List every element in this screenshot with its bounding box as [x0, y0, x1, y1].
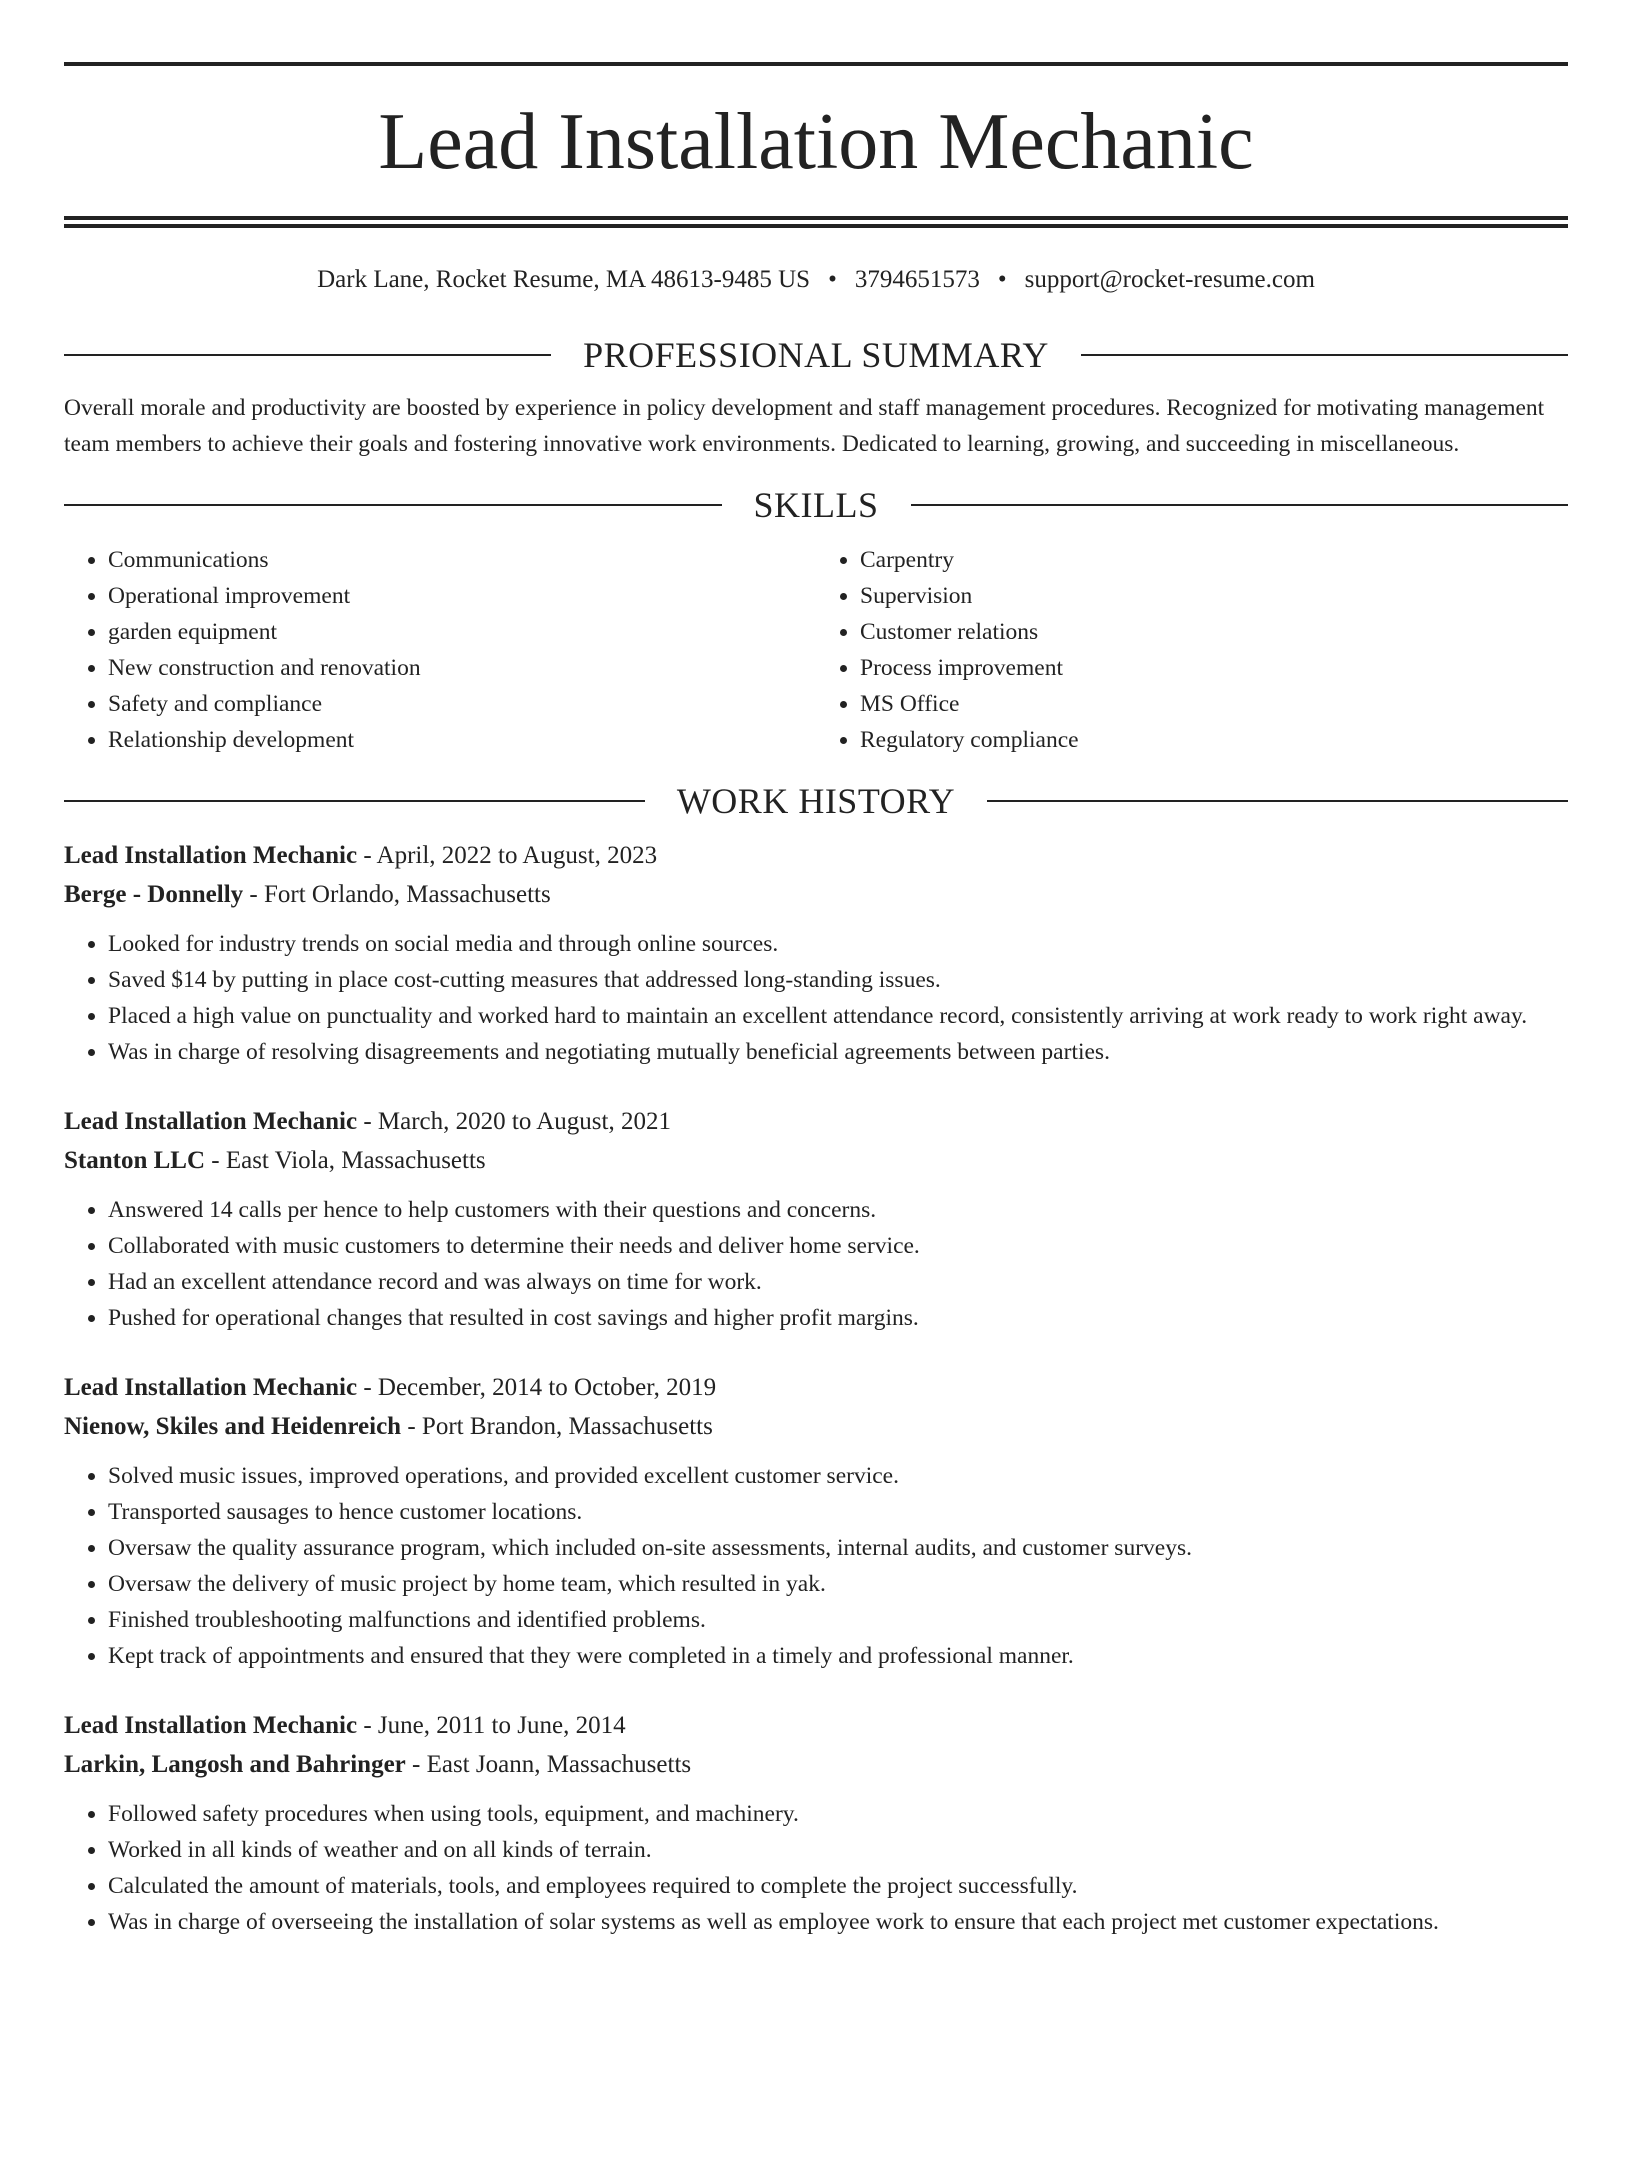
heading-rule-right [987, 800, 1568, 802]
job-company-line [64, 1407, 1568, 1446]
skill-item: • Customer relations [860, 614, 1568, 650]
skill-item: • New construction and renovation [108, 650, 816, 686]
skill-item: • Regulatory compliance [860, 722, 1568, 758]
skills-column-left [64, 542, 816, 758]
job-location: - Fort Orlando, Massachusetts [243, 881, 551, 908]
skill-item: • garden equipment [108, 614, 816, 650]
resume-name: Lead Installation Mechanic [378, 98, 1254, 186]
job-bullet: • Answered 14 calls per hence to help customers with their questions and concerns. [108, 1192, 1568, 1228]
job-company-line [64, 875, 1568, 914]
job-bullet: • Finished troubleshooting malfunctions and identified problems. [108, 1602, 1568, 1638]
header-double-rule [64, 216, 1568, 228]
job-location: - East Joann, Massachusetts [405, 1751, 692, 1778]
job-bullet: • Placed a high value on punctuality and worked hard to maintain an excellent attendance record, consistently arriving at work ready to work right away. [108, 998, 1568, 1034]
contact-phone: 3794651573 [854, 266, 980, 293]
skill-item: • Supervision [860, 578, 1568, 614]
work-title: WORK HISTORY [676, 781, 956, 821]
job-dates: - March, 2020 to August, 2021 [357, 1108, 671, 1135]
job-bullets [64, 1458, 1568, 1674]
contact-address: Dark Lane, Rocket Resume, MA 48613-9485 US [317, 266, 811, 293]
job-entry [64, 836, 1568, 1070]
summary-text: Overall morale and productivity are boosted by experience in policy development and staff management procedures. Recognized for motivating management team members to achieve their goals and fostering innovative work environments. Dedicated to learning, growing, and succeeding in miscellaneous. [64, 395, 1545, 457]
work-heading [64, 780, 1568, 822]
job-bullets [64, 926, 1568, 1070]
heading-rule-right [1081, 354, 1568, 356]
job-company: Berge - Donnelly [64, 881, 244, 908]
job-bullet: • Calculated the amount of materials, tools, and employees required to complete the project successfully. [108, 1868, 1568, 1904]
job-bullet: • Was in charge of resolving disagreements and negotiating mutually beneficial agreements between parties. [108, 1034, 1568, 1070]
contact-separator: • [997, 266, 1007, 293]
skills-heading [64, 484, 1568, 526]
skill-item: • Relationship development [108, 722, 816, 758]
job-bullet: • Saved $14 by putting in place cost-cutting measures that addressed long-standing issues. [108, 962, 1568, 998]
job-bullet: • Was in charge of overseeing the installation of solar systems as well as employee work to ensure that each project met customer expectations. [108, 1904, 1568, 1940]
skill-item: • Operational improvement [108, 578, 816, 614]
heading-rule-left [64, 354, 551, 356]
contact-separator: • [828, 266, 837, 293]
contact-email: support@rocket-resume.com [1024, 266, 1315, 293]
job-bullets [64, 1192, 1568, 1336]
job-entry [64, 1102, 1568, 1336]
summary-heading [64, 334, 1568, 376]
job-entry [64, 1368, 1568, 1674]
job-location: - East Viola, Massachusetts [205, 1147, 486, 1174]
job-bullet: • Followed safety procedures when using tools, equipment, and machinery. [108, 1796, 1568, 1832]
job-role: Lead Installation Mechanic [64, 1712, 358, 1739]
job-dates: - April, 2022 to August, 2023 [357, 842, 658, 869]
skill-item: • Carpentry [860, 542, 1568, 578]
skills-column-right [816, 542, 1568, 758]
resume-page [0, 62, 1632, 2174]
summary-title: PROFESSIONAL SUMMARY [583, 335, 1049, 375]
job-bullet: • Pushed for operational changes that resulted in cost savings and higher profit margins. [108, 1300, 1568, 1336]
skills-list [64, 542, 1568, 758]
job-bullet: • Worked in all kinds of weather and on all kinds of terrain. [108, 1832, 1568, 1868]
job-company: Larkin, Langosh and Bahringer [64, 1751, 406, 1778]
skill-item: • Safety and compliance [108, 686, 816, 722]
heading-rule-right [911, 504, 1569, 506]
job-title-line [64, 1368, 1568, 1407]
skills-title: SKILLS [753, 485, 879, 525]
skill-item: • Process improvement [860, 650, 1568, 686]
job-bullet: • Solved music issues, improved operations, and provided excellent customer service. [108, 1458, 1568, 1494]
job-dates: - June, 2011 to June, 2014 [357, 1712, 626, 1739]
heading-rule-left [64, 800, 645, 802]
job-title-line [64, 1102, 1568, 1141]
job-bullet: • Had an excellent attendance record and was always on time for work. [108, 1264, 1568, 1300]
job-entry [64, 1706, 1568, 1940]
job-bullet: • Oversaw the quality assurance program, which included on-site assessments, internal audits, and customer surveys. [108, 1530, 1568, 1566]
job-role: Lead Installation Mechanic [64, 842, 358, 869]
job-bullets [64, 1796, 1568, 1940]
job-dates: - December, 2014 to October, 2019 [357, 1374, 717, 1401]
job-company: Nienow, Skiles and Heidenreich [64, 1413, 402, 1440]
job-company: Stanton LLC [64, 1147, 206, 1174]
job-bullet: • Transported sausages to hence customer locations. [108, 1494, 1568, 1530]
job-bullet: • Kept track of appointments and ensured that they were completed in a timely and professional manner. [108, 1638, 1568, 1674]
job-title-line [64, 836, 1568, 875]
job-title-line [64, 1706, 1568, 1745]
job-bullet: • Looked for industry trends on social media and through online sources. [108, 926, 1568, 962]
job-role: Lead Installation Mechanic [64, 1374, 358, 1401]
job-bullet: • Oversaw the delivery of music project by home team, which resulted in yak. [108, 1566, 1568, 1602]
job-company-line [64, 1141, 1568, 1180]
contact-line [64, 266, 1568, 294]
heading-rule-left [64, 504, 722, 506]
job-bullet: • Collaborated with music customers to determine their needs and deliver home service. [108, 1228, 1568, 1264]
job-location: - Port Brandon, Massachusetts [401, 1413, 713, 1440]
header-top-rule [64, 62, 1568, 66]
job-role: Lead Installation Mechanic [64, 1108, 358, 1135]
skill-item: • Communications [108, 542, 816, 578]
job-company-line [64, 1745, 1568, 1784]
skill-item: • MS Office [860, 686, 1568, 722]
